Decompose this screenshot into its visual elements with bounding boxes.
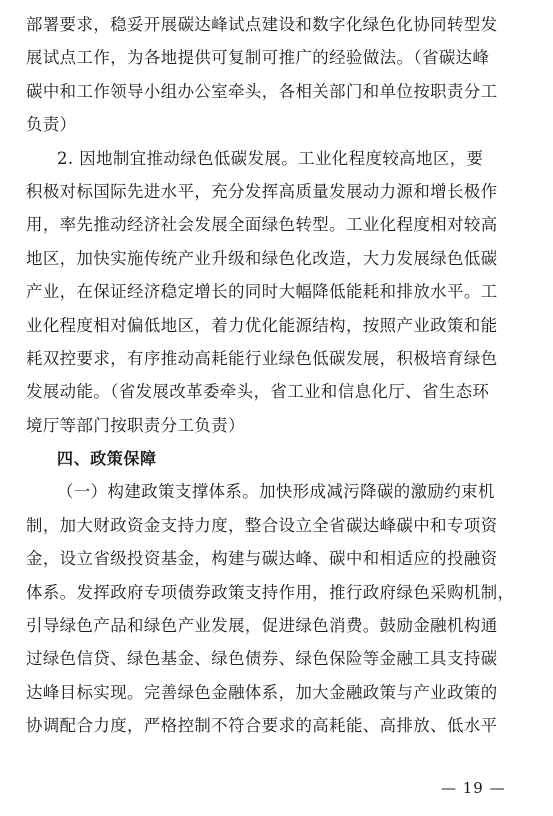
page-number: — 19 — bbox=[441, 779, 506, 797]
section-heading: 四、政策保障 bbox=[57, 449, 157, 469]
body-text bbox=[26, 8, 541, 743]
text-line: 耗双控要求，有序推动高耗能行业绿色低碳发展，积极培育绿色 bbox=[26, 348, 498, 368]
paragraph-start-line: 2. 因地制宜推动绿色低碳发展。工业化程度较高地区，要 bbox=[57, 148, 484, 168]
text-line: 积极对标国际先进水平，充分发挥高质量发展动力源和增长极作 bbox=[26, 181, 498, 201]
text-line: 负责） bbox=[26, 115, 77, 135]
text-line: 发展动能。（省发展改革委牵头，省工业和信息化厅、省生态环 bbox=[26, 382, 490, 402]
text-line: 部署要求，稳妥开展碳达峰试点建设和数字化绿色化协同转型发 bbox=[26, 15, 498, 34]
text-line: 展试点工作，为各地提供可复制可推广的经验做法。（省碳达峰 bbox=[26, 48, 490, 68]
text-line: 碳中和工作领导小组办公室牵头，各相关部门和单位按职责分工 bbox=[26, 81, 498, 101]
text-line: 金，设立省级投资基金，构建与碳达峰、碳中和相适应的投融资 bbox=[26, 549, 498, 569]
text-line: 过绿色信贷、绿色基金、绿色债券、绿色保险等金融工具支持碳 bbox=[26, 649, 498, 669]
text-line: 境厅等部门按职责分工负责） bbox=[26, 415, 245, 435]
text-line: 业化程度相对偏低地区，着力优化能源结构，按照产业政策和能 bbox=[26, 315, 498, 335]
text-line: 协调配合力度，严格控制不符合要求的高耗能、高排放、低水平 bbox=[26, 716, 498, 736]
text-line: 产业，在保证经济稳定增长的同时大幅降低能耗和排放水平。工 bbox=[26, 282, 498, 302]
paragraph-start-line: （一）构建政策支撑体系。加快形成减污降碳的激励约束机 bbox=[57, 482, 495, 502]
text-line: 达峰目标实现。完善绿色金融体系，加大金融政策与产业政策的 bbox=[26, 682, 498, 702]
text-line: 引导绿色产品和绿色产业发展，促进绿色消费。鼓励金融机构通 bbox=[26, 616, 498, 636]
text-line: 制，加大财政资金支持力度，整合设立全省碳达峰碳中和专项资 bbox=[26, 515, 498, 535]
text-line: 地区，加快实施传统产业升级和绿色化改造，大力发展绿色低碳 bbox=[26, 248, 498, 268]
text-line: 体系。发挥政府专项债券政策支持作用，推行政府绿色采购机制， bbox=[26, 582, 515, 602]
text-line: 用，率先推动经济社会发展全面绿色转型。工业化程度相对较高 bbox=[26, 215, 498, 235]
